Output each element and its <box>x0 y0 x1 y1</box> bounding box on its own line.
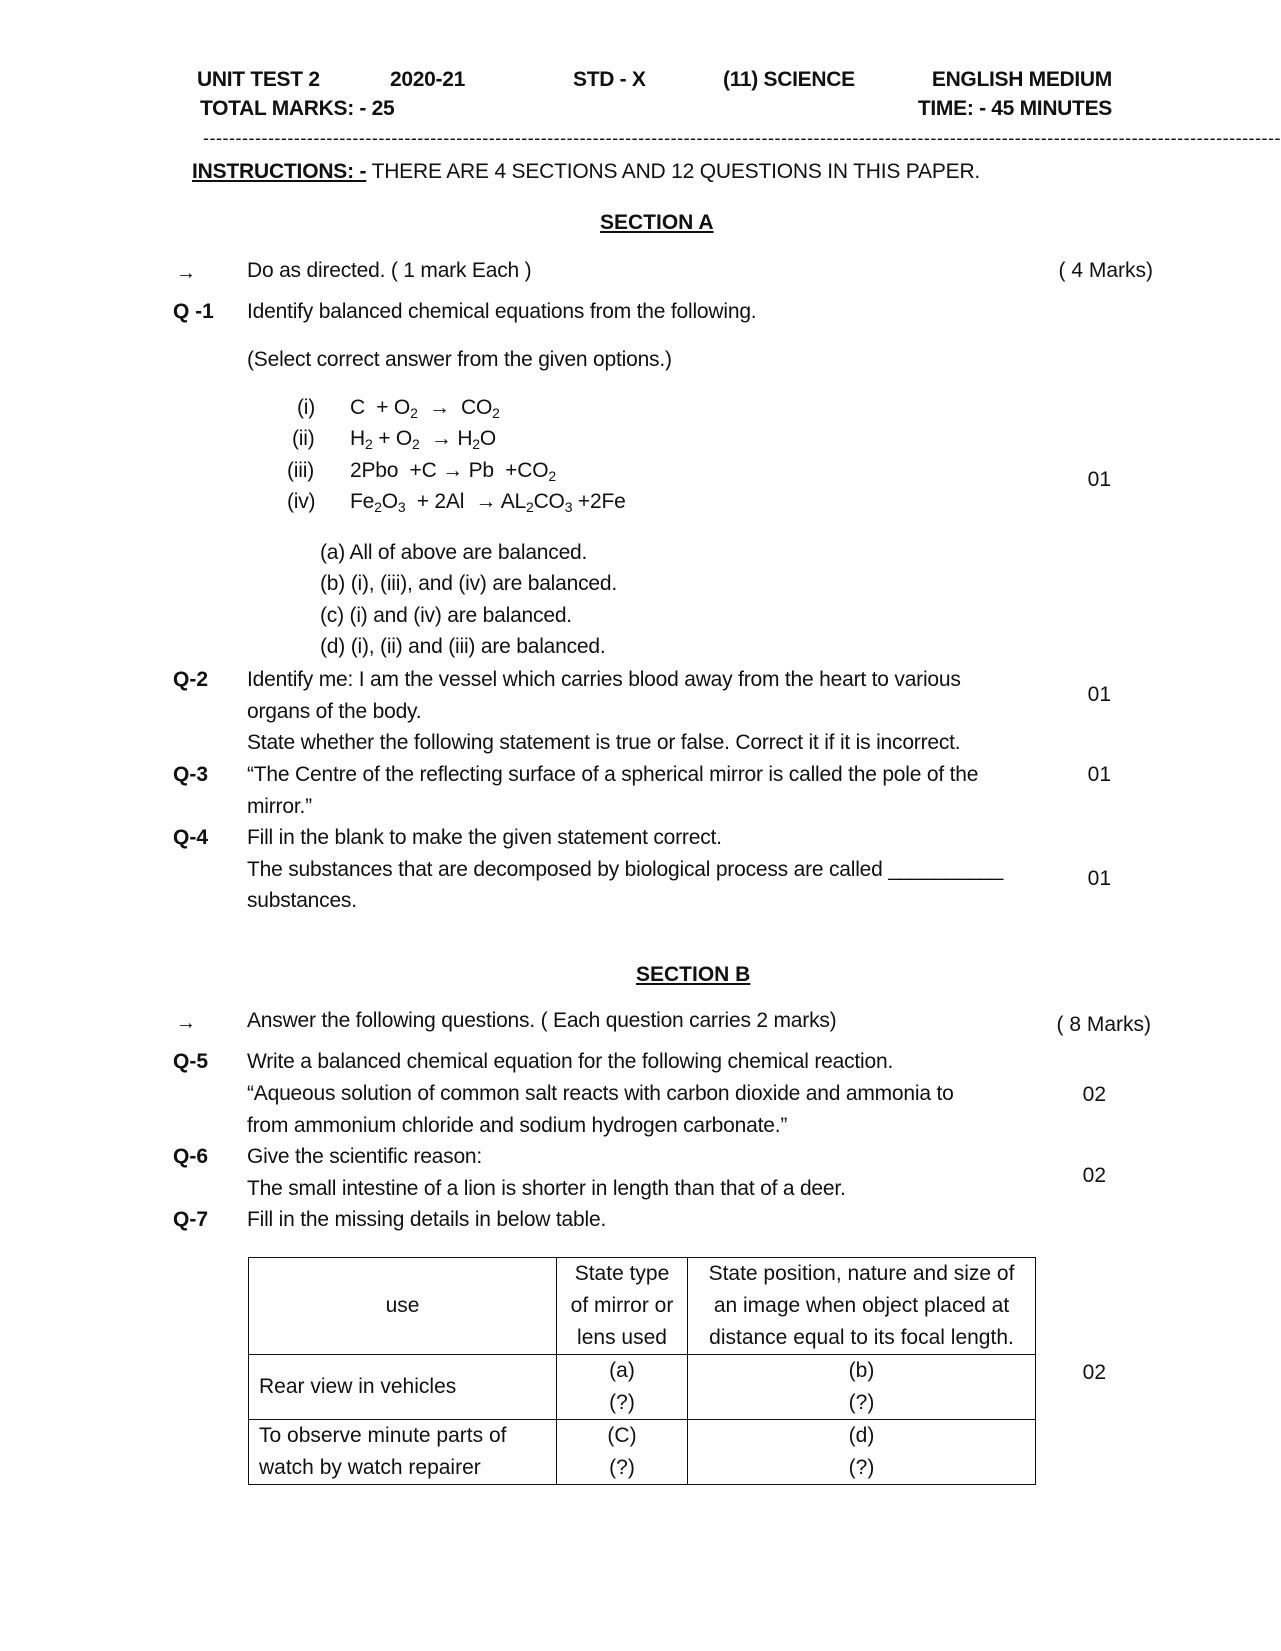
q5-line: “Aqueous solution of common salt reacts with carbon dioxide and ammonia to <box>247 1082 954 1105</box>
total-marks: TOTAL MARKS: - 25 <box>200 97 395 120</box>
q3-marks: 01 <box>1087 763 1111 786</box>
q5-line: from ammonium chloride and sodium hydrogen carbonate.” <box>247 1114 788 1137</box>
q2-line: Identify me: I am the vessel which carries blood away from the heart to various <box>247 668 961 691</box>
academic-year: 2020-21 <box>390 68 465 91</box>
q1-option: (a) All of above are balanced. <box>320 541 588 564</box>
q1-eq-label: (iii) <box>287 459 314 482</box>
table-cell: (a) (?) <box>557 1355 688 1420</box>
table-cell: (b) (?) <box>688 1355 1036 1420</box>
q6-marks: 02 <box>1082 1164 1106 1187</box>
instructions-text: THERE ARE 4 SECTIONS AND 12 QUESTIONS IN THIS PAPER. <box>366 160 981 183</box>
arrow-icon: → <box>176 262 196 284</box>
q4-marks: 01 <box>1087 867 1111 890</box>
standard: STD - X <box>573 68 646 91</box>
time-allowed: TIME: - 45 MINUTES <box>917 97 1112 120</box>
table-row <box>249 1355 1036 1420</box>
q1-equation: $2Pbo +C \to Pb +CO_2$ <box>350 459 556 484</box>
section-a-title: SECTION A <box>600 211 714 234</box>
q1-subtext: (Select correct answer from the given options.) <box>247 348 672 371</box>
q1-equation: $Fe_2O_3 + 2Al \to AL_2CO_3 +2Fe$ <box>350 490 626 515</box>
section-a-directive: Do as directed. ( 1 mark Each ) <box>247 259 532 282</box>
q1-option: (b) (i), (iii), and (iv) are balanced. <box>320 572 617 595</box>
q3-line: mirror.” <box>247 795 312 818</box>
section-b-directive: Answer the following questions. ( Each question carries 2 marks) <box>247 1009 837 1032</box>
q7-number: Q-7 <box>173 1208 209 1231</box>
q1-option: (d) (i), (ii) and (iii) are balanced. <box>320 635 606 658</box>
q4-line: substances. <box>247 889 357 912</box>
q1-eq-label: (i) <box>297 396 316 419</box>
q6-number: Q-6 <box>173 1145 209 1168</box>
section-a-marks: ( 4 Marks) <box>1058 259 1153 282</box>
q4-line: The substances that are decomposed by biological process are called __________ <box>247 858 1004 881</box>
q7-table <box>248 1257 1036 1485</box>
table-cell: State type of mirror or lens used <box>557 1258 688 1355</box>
arrow-icon: → <box>176 1012 196 1034</box>
table-cell: use <box>249 1258 557 1355</box>
q2-marks: 01 <box>1087 683 1111 706</box>
q5-marks: 02 <box>1082 1083 1106 1106</box>
section-b-title: SECTION B <box>636 963 751 986</box>
q7-line: Fill in the missing details in below table. <box>247 1208 607 1231</box>
table-cell: (C) (?) <box>557 1420 688 1485</box>
q1-text: Identify balanced chemical equations from the following. <box>247 300 757 323</box>
q6-line: Give the scientific reason: <box>247 1145 483 1168</box>
q2-line: organs of the body. <box>247 700 422 723</box>
q1-equation: $C + O_2 \to CO_2$ <box>350 396 500 421</box>
q5-line: Write a balanced chemical equation for the following chemical reaction. <box>247 1050 894 1073</box>
q7-marks: 02 <box>1082 1361 1106 1384</box>
medium: ENGLISH MEDIUM <box>931 68 1112 91</box>
q3-line: “The Centre of the reflecting surface of a spherical mirror is called the pole of the <box>247 763 979 786</box>
q5-number: Q-5 <box>173 1050 209 1073</box>
test-name: UNIT TEST 2 <box>197 68 320 91</box>
q1-marks: 01 <box>1087 468 1111 491</box>
q1-equation: $H_2 + O_2 \to H_2O$ <box>350 427 497 452</box>
table-cell: State position, nature and size of an image when object placed at distance equal to its focal length. <box>688 1258 1036 1355</box>
section-b-marks: ( 8 Marks) <box>1056 1013 1151 1036</box>
instructions-label: INSTRUCTIONS: - <box>192 160 367 183</box>
table-cell: (d) (?) <box>688 1420 1036 1485</box>
q6-line: The small intestine of a lion is shorter in length than that of a deer. <box>247 1177 846 1200</box>
q4-number: Q-4 <box>173 826 209 849</box>
q1-number: Q -1 <box>173 300 214 323</box>
q3-number: Q-3 <box>173 763 209 786</box>
q4-line: Fill in the blank to make the given statement correct. <box>247 826 722 849</box>
q2-number: Q-2 <box>173 668 209 691</box>
divider: ---------------------------------------------------------------------------------------------------------------------------------------------------------------------- <box>203 128 1281 148</box>
q1-eq-label: (ii) <box>292 427 315 450</box>
table-row <box>249 1258 1036 1355</box>
table-cell: To observe minute parts of watch by watch repairer <box>249 1420 557 1485</box>
q3-line: State whether the following statement is true or false. Correct it if it is incorrect. <box>247 731 961 754</box>
subject: (11) SCIENCE <box>723 68 855 91</box>
instructions <box>192 160 980 184</box>
q1-eq-label: (iv) <box>287 490 316 513</box>
table-cell: Rear view in vehicles <box>249 1355 557 1420</box>
table-row <box>249 1420 1036 1485</box>
q1-option: (c) (i) and (iv) are balanced. <box>320 604 572 627</box>
